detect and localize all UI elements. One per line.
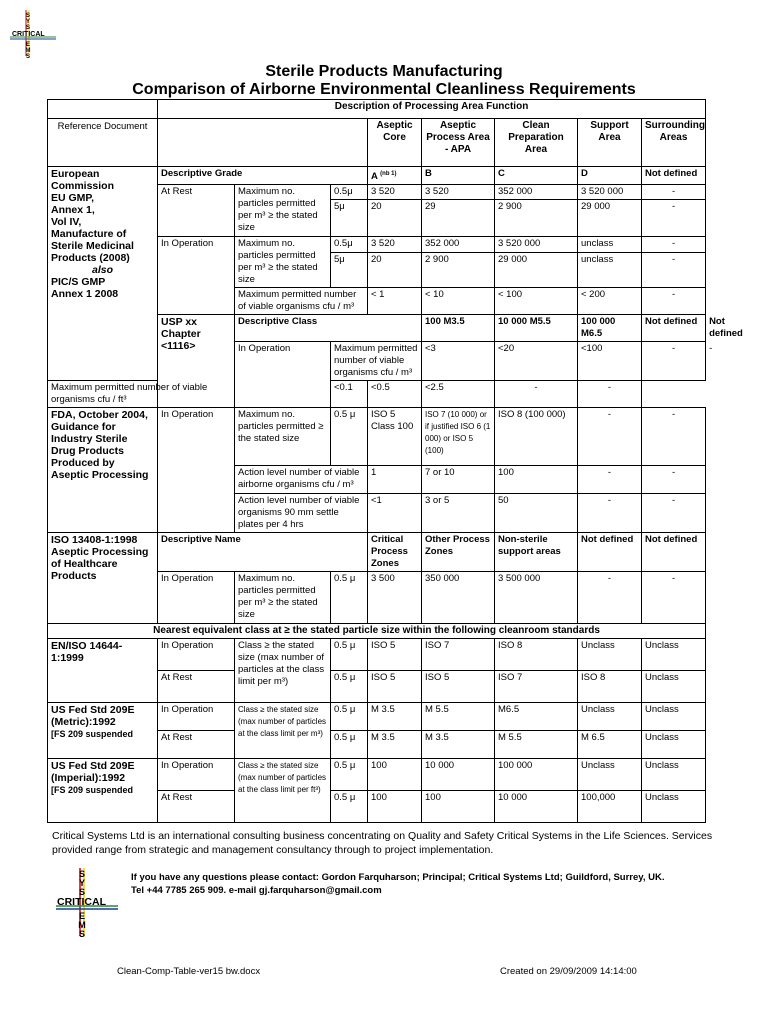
eu-op-max-label: Maximum no. particles permitted per m³ ≥ the stated size — [235, 237, 331, 288]
cell: <2.5 — [422, 381, 495, 408]
cell: - — [642, 200, 706, 237]
col-header-surrounding: Surrounding Areas — [642, 119, 706, 167]
equiv-header: Nearest equivalent class at ≥ the stated particle size within the following cleanroom standards — [48, 624, 706, 639]
cell: 29 — [422, 200, 495, 237]
cell: 29 000 — [495, 253, 578, 288]
svg-text:S: S — [25, 13, 31, 19]
cell: ISO 7 — [422, 639, 495, 671]
cell: 3 520 — [368, 237, 422, 253]
col-header-clean-prep: Clean Preparation Area — [495, 119, 578, 167]
cell: 10 000 — [422, 759, 495, 791]
contact-line-1: If you have any questions please contact: Gordon Farquharson; Principal; Critical Systems Ltd; Guildford, Surrey, UK. — [131, 872, 665, 883]
cell: 2 900 — [422, 253, 495, 288]
cell: 2 900 — [495, 200, 578, 237]
cell: <0.5 — [368, 381, 422, 408]
cell: Not defined — [642, 533, 706, 572]
cell: M 5.5 — [495, 731, 578, 759]
ref-fed-metric: US Fed Std 209E (Metric):1992 [FS 209 suspended — [48, 703, 158, 759]
svg-text:S: S — [25, 54, 31, 58]
eu-rest-max-label: Maximum no. particles permitted per m³ ≥ the stated size — [235, 185, 331, 237]
cell: Not defined — [578, 533, 642, 572]
cell: ISO 5 Class 100 — [368, 408, 422, 466]
blank-corner — [48, 100, 158, 119]
ref-fda: FDA, October 2004, Guidance for Industry Sterile Drug Products Produced by Aseptic Processing — [48, 408, 158, 533]
en-iso-size: 0.5 μ — [331, 639, 368, 671]
eu-viable-label: Maximum permitted number of viable organisms cfu / m³ — [235, 288, 368, 315]
cell: ISO 5 — [368, 671, 422, 703]
iso13408-max-label: Maximum no. particles permitted per m³ ≥ the stated size — [235, 572, 331, 624]
cell: 7 or 10 — [422, 466, 495, 494]
cleanliness-comparison-table: Description of Processing Area Function Reference Document Aseptic Core Aseptic Process Area - APA Clean Preparation Area Support Area Surrounding Areas European Commission EU GMP, Annex 1, Vol IV, Manufacture of Sterile Medicinal Products (2008) also PIC/S GMP Annex 1 2008 Descriptive Grade A $^{(nb 1)}$ B C D Not defined At Rest Maximum no. particles permitted per m³ ≥ the stated size 0.5μ 3 520 3 520 352 000 3 520 000 - 5μ 20 29 2 900 29 000 - In Operation Maximum no. particles permitted per m³ ≥ the stated size 0.5μ 3 520 352 000 3 520 000 unclass - 5μ 20 2 900 29 000 unclass - Maximum permitted number of viable organisms cfu / m³ < 1 < 10 < 100 < 200 - USP xx Chapter <1116> Descriptive Class 100 M3.5 10 000 M5.5 100 000 M6.5 Not defined Not defined In Operation Maximum permitted number of viable organisms cfu / m³ <3 <20 <100 - - Maximum permitted number of viable organisms cfu / ft³ <0.1 <0.5 <2.5 - - FDA, October 2004, Guidance for Industry Sterile Drug Products Produced by Aseptic Processing In Operation Maximum no. particles permitted ≥ the stated size 0.5 μ ISO 5 Class 100 ISO 7 (10 000) or if justified ISO 6 (1 000) or ISO 5 (100) ISO 8 (100 000) - - Action level number of viable airborne organisms cfu / m³ 1 7 or 10 100 - - Action level number of viable organisms 90 mm settle plates per 4 hrs <1 3 or 5 50 - - ISO 13408-1:1998 Aseptic Processing of Healthcare Products Descriptive Name Critical Process Zones Other Process Zones Non-sterile support areas Not defined Not defined In Operation Maximum no. particles permitted per m³ ≥ the stated size 0.5 μ 3 500 350 000 3 500 000 - - Nearest equivalent class at ≥ the stated particle size within the following cleanroom standards EN/ISO 14644-1:1999 In Operation Class ≥ the stated size (max number of particles at the class limit per m³) 0.5 μ ISO 5 ISO 7 ISO 8 Unclass Unclass At Rest 0.5 μ ISO 5 ISO 5 ISO 7 ISO 8 Unclass US Fed Std 209E (Metric):1992 [FS 209 suspended In Operation Class ≥ the stated size (max number of particles at the class limit per m³) 0.5 μ M 3.5 M 5.5 M6.5 Unclass Unclass At Rest 0.5 μ M 3.5 M 3.5 M 5.5 M 6.5 Unclass US Fed Std 209E (Imperial):1992 [FS 209 suspended In Operation Class ≥ the stated size (max number of particles at the class limit per ft³) 0.5 μ 100 10 000 100 000 Unclass Unclass At Rest 0.5 μ 100 100 10 000 100,000 Unclass — [47, 99, 706, 823]
cell: 100 — [368, 791, 422, 823]
fda-action-plate-label: Action level number of viable organisms 90 mm settle plates per 4 hrs — [235, 494, 368, 533]
cell: Unclass — [642, 639, 706, 671]
cell: <20 — [495, 342, 578, 381]
svg-text:CRITICAL: CRITICAL — [12, 31, 45, 38]
cell: ISO 8 — [495, 639, 578, 671]
cell: 3 500 000 — [495, 572, 578, 624]
desc-header: Description of Processing Area Function — [158, 100, 706, 119]
en-iso-in-operation: In Operation — [158, 639, 235, 671]
fda-max-label: Maximum no. particles permitted ≥ the stated size — [235, 408, 331, 466]
cell: ISO 8 — [578, 671, 642, 703]
eu-in-operation: In Operation — [158, 237, 235, 315]
svg-text:CRITICAL: CRITICAL — [57, 896, 106, 908]
cell: < 100 — [495, 288, 578, 315]
cell: ISO 5 — [422, 671, 495, 703]
cell: - — [642, 342, 706, 381]
cell: 352 000 — [495, 185, 578, 200]
cell: 3 520 — [422, 185, 495, 200]
svg-text:S: S — [78, 929, 86, 938]
cell: Unclass — [642, 703, 706, 731]
fed-imperial-class-label: Class ≥ the stated size (max number of particles at the class limit per ft³) — [235, 759, 331, 823]
cell: <100 — [578, 342, 642, 381]
cell: 29 000 — [578, 200, 642, 237]
cell: M 6.5 — [578, 731, 642, 759]
col-header-apa: Aseptic Process Area - APA — [422, 119, 495, 167]
cell: Unclass — [578, 759, 642, 791]
cell: M 3.5 — [368, 731, 422, 759]
footer-filename: Clean-Comp-Table-ver15 bw.docx — [117, 966, 261, 977]
ref-fed-imperial: US Fed Std 209E (Imperial):1992 [FS 209 suspended — [48, 759, 158, 823]
cell: - — [642, 408, 706, 466]
cell: ISO 7 — [495, 671, 578, 703]
fed-metric-in-operation: In Operation — [158, 703, 235, 731]
cell: <1 — [368, 494, 422, 533]
cell: <3 — [422, 342, 495, 381]
svg-text:S: S — [78, 869, 86, 879]
grade-a: A $^{(nb 1)}$ — [368, 167, 422, 185]
cell: - — [578, 494, 642, 533]
cell: 20 — [368, 200, 422, 237]
cell: - — [642, 237, 706, 253]
grade-b: B — [422, 167, 495, 185]
cell: - — [642, 494, 706, 533]
cell: ISO 8 (100 000) — [495, 408, 578, 466]
ref-usp: USP xx Chapter <1116> — [158, 315, 235, 408]
fda-in-operation: In Operation — [158, 408, 235, 533]
descriptive-grade-label: Descriptive Grade — [158, 167, 368, 185]
col-header-aseptic-core: Aseptic Core — [368, 119, 422, 167]
cell: - — [642, 288, 706, 315]
cell: ISO 5 — [368, 639, 422, 671]
grade-c: C — [495, 167, 578, 185]
cell: 3 520 — [368, 185, 422, 200]
fed-metric-size: 0.5 μ — [331, 703, 368, 731]
cell: Not defined — [642, 315, 706, 342]
en-iso-size-rest: 0.5 μ — [331, 671, 368, 703]
cell: 100 — [422, 791, 495, 823]
cell: - — [578, 466, 642, 494]
cell: 3 or 5 — [422, 494, 495, 533]
usp-in-operation: In Operation — [235, 342, 331, 408]
company-description: Critical Systems Ltd is an international consulting business concentrating on Quality and Safety Critical Systems in the Life Sciences. Services provided range from strategic and management consultancy through to project implementation. — [52, 830, 713, 856]
page-title: Sterile Products Manufacturing — [265, 63, 503, 80]
iso13408-in-operation: In Operation — [158, 572, 235, 624]
svg-text:S: S — [78, 887, 86, 897]
cell: 100 000 M6.5 — [578, 315, 642, 342]
cell: 10 000 — [495, 791, 578, 823]
cell: Unclass — [642, 731, 706, 759]
cell: 3 500 — [368, 572, 422, 624]
fed-imperial-at-rest: At Rest — [158, 791, 235, 823]
fed-imperial-size-rest: 0.5 μ — [331, 791, 368, 823]
fed-imperial-in-operation: In Operation — [158, 759, 235, 791]
iso13408-size: 0.5 μ — [331, 572, 368, 624]
cell: Other Process Zones — [422, 533, 495, 572]
svg-text:Y: Y — [25, 19, 31, 25]
col-header-support: Support Area — [578, 119, 642, 167]
cell: 1 — [368, 466, 422, 494]
cell: 100,000 — [578, 791, 642, 823]
cell: M 5.5 — [422, 703, 495, 731]
usp-viable-m3-label: Maximum permitted number of viable organisms cfu / m³ — [331, 342, 422, 381]
grade-surround: Not defined — [642, 167, 706, 185]
cell: 100 — [368, 759, 422, 791]
cell: Unclass — [578, 639, 642, 671]
fed-imperial-size: 0.5 μ — [331, 759, 368, 791]
usp-viable-ft3-label: Maximum permitted number of viable organisms cfu / ft³ — [48, 381, 235, 408]
cell: unclass — [578, 237, 642, 253]
descriptive-name-label: Descriptive Name — [158, 533, 368, 572]
cell: unclass — [578, 253, 642, 288]
cell: < 1 — [368, 288, 422, 315]
contact-info — [131, 871, 665, 897]
svg-text:M: M — [25, 48, 31, 54]
cell: - — [642, 466, 706, 494]
contact-line-2: Tel +44 7785 265 909. e-mail gj.farquharson@gmail.com — [131, 885, 382, 896]
cell: - — [642, 185, 706, 200]
cell: 3 520 000 — [578, 185, 642, 200]
eu-rest-size-5: 5μ — [331, 200, 368, 237]
cell: 10 000 M5.5 — [495, 315, 578, 342]
svg-text:M: M — [78, 920, 86, 930]
fda-action-m3-label: Action level number of viable airborne organisms cfu / m³ — [235, 466, 368, 494]
page-subtitle: Comparison of Airborne Environmental Cleanliness Requirements — [132, 81, 636, 98]
eu-op-size-5: 5μ — [331, 253, 368, 288]
eu-at-rest: At Rest — [158, 185, 235, 237]
fed-metric-class-label: Class ≥ the stated size (max number of particles at the class limit per m³) — [235, 703, 331, 759]
eu-rest-size-05: 0.5μ — [331, 185, 368, 200]
cell: < 200 — [578, 288, 642, 315]
cell: Unclass — [642, 759, 706, 791]
critical-systems-logo-bottom — [56, 868, 120, 938]
cell: 100 M3.5 — [422, 315, 495, 342]
cell: ISO 7 (10 000) or if justified ISO 6 (1 000) or ISO 5 (100) — [422, 408, 495, 466]
cell: < 10 — [422, 288, 495, 315]
svg-text:S: S — [25, 25, 31, 31]
cell: Unclass — [642, 671, 706, 703]
fed-metric-at-rest: At Rest — [158, 731, 235, 759]
cell: - — [642, 253, 706, 288]
cell: 352 000 — [422, 237, 495, 253]
blank-header — [158, 119, 368, 167]
cell: 3 520 000 — [495, 237, 578, 253]
cell: <0.1 — [331, 381, 368, 408]
cell: Critical Process Zones — [368, 533, 422, 572]
ref-iso13408: ISO 13408-1:1998 Aseptic Processing of Healthcare Products — [48, 533, 158, 624]
cell: - — [495, 381, 578, 408]
cell: M 3.5 — [422, 731, 495, 759]
ref-eu-gmp: European Commission EU GMP, Annex 1, Vol IV, Manufacture of Sterile Medicinal Products (2008) also PIC/S GMP Annex 1 2008 — [48, 167, 158, 381]
ref-en-iso: EN/ISO 14644-1:1999 — [48, 639, 158, 703]
fda-size: 0.5 μ — [331, 408, 368, 466]
en-iso-class-label: Class ≥ the stated size (max number of particles at the class limit per m³) — [235, 639, 331, 703]
cell: 100 000 — [495, 759, 578, 791]
fed-metric-size-rest: 0.5 μ — [331, 731, 368, 759]
eu-op-size-05: 0.5μ — [331, 237, 368, 253]
svg-text:Y: Y — [78, 878, 86, 888]
critical-systems-logo-top — [10, 10, 58, 58]
cell: - — [578, 408, 642, 466]
cell: Unclass — [642, 791, 706, 823]
cell: - — [578, 381, 642, 408]
en-iso-at-rest: At Rest — [158, 671, 235, 703]
descriptive-class-label: Descriptive Class — [235, 315, 422, 342]
cell: Non-sterile support areas — [495, 533, 578, 572]
cell: 350 000 — [422, 572, 495, 624]
cell: - — [642, 572, 706, 624]
cell: M6.5 — [495, 703, 578, 731]
cell: - — [578, 572, 642, 624]
grade-d: D — [578, 167, 642, 185]
cell: Unclass — [578, 703, 642, 731]
svg-text:E: E — [78, 911, 86, 921]
cell: 50 — [495, 494, 578, 533]
cell: M 3.5 — [368, 703, 422, 731]
svg-text:E: E — [25, 42, 31, 48]
cell: 100 — [495, 466, 578, 494]
cell: 20 — [368, 253, 422, 288]
ref-doc-header: Reference Document — [48, 119, 158, 167]
footer-created: Created on 29/09/2009 14:14:00 — [500, 966, 637, 977]
